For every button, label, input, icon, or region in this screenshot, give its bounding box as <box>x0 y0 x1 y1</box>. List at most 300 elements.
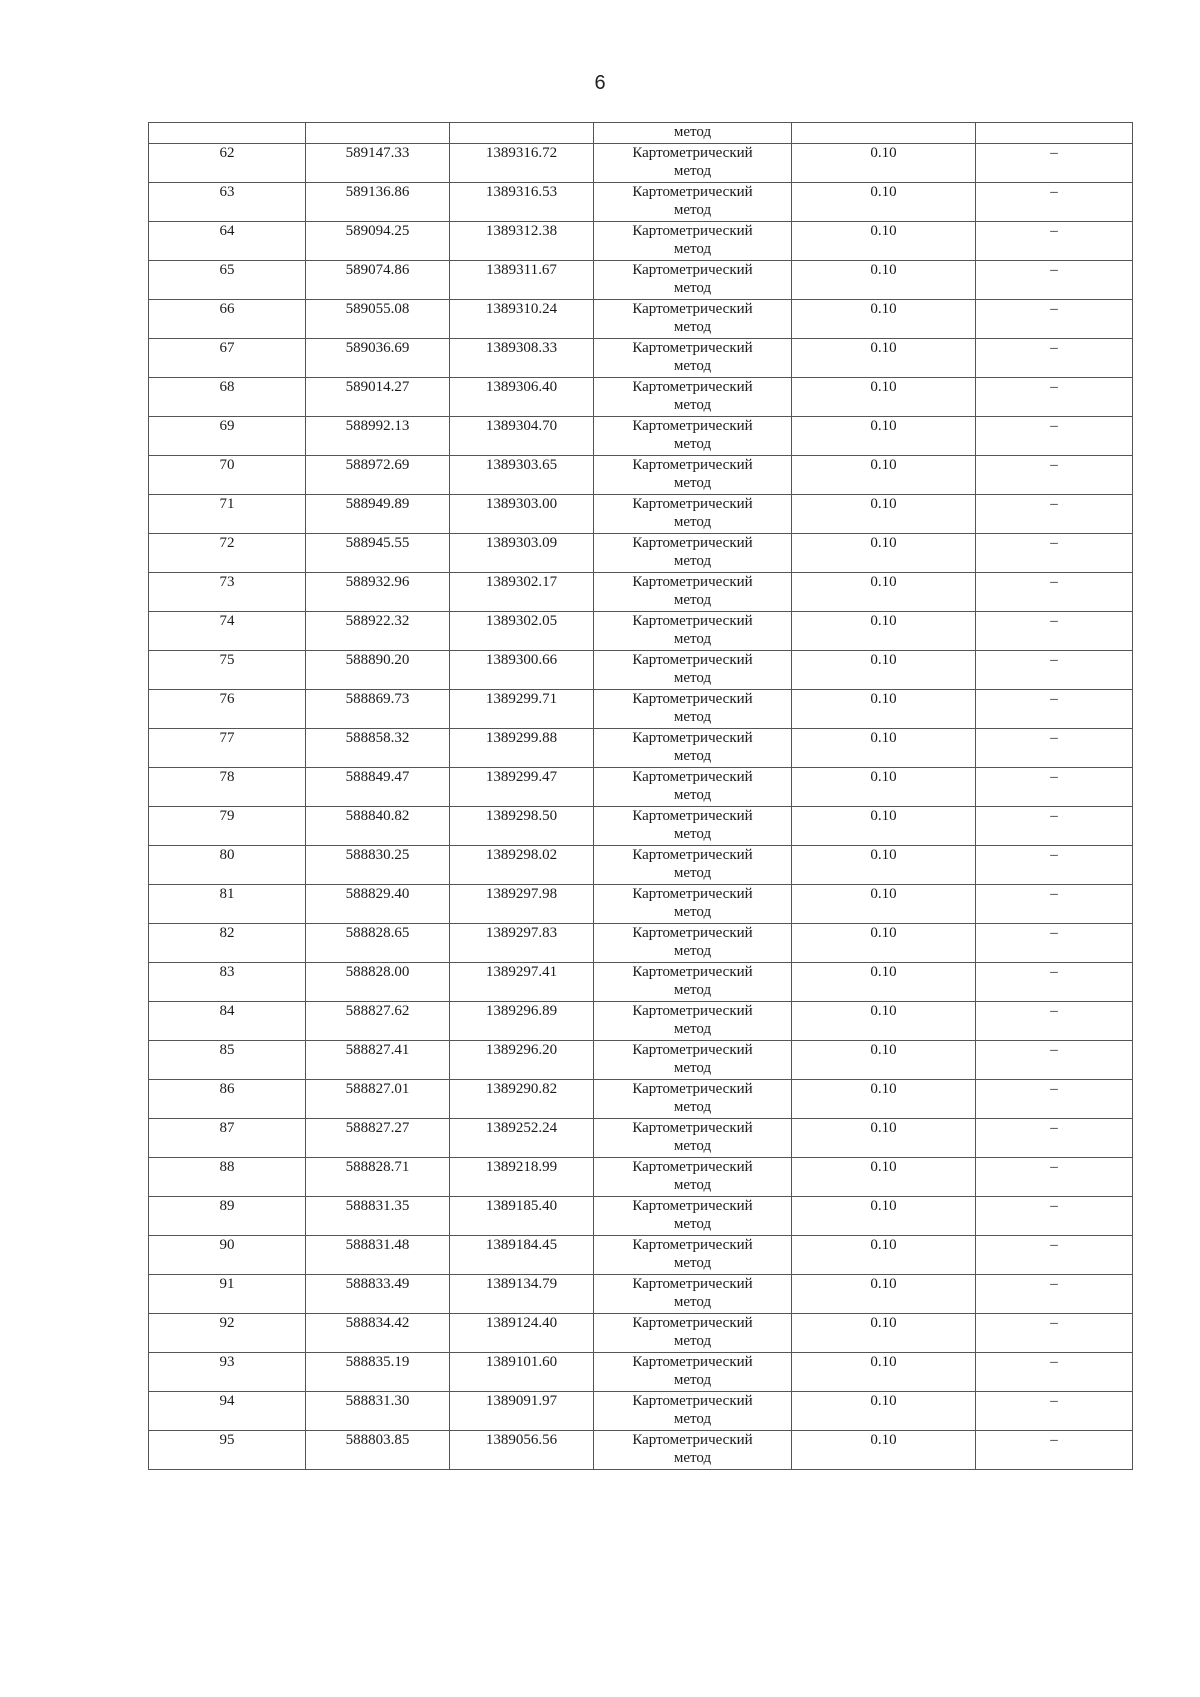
cell-x: 589136.86 <box>306 183 450 222</box>
cell-number: 71 <box>149 495 306 534</box>
cell-y: 1389124.40 <box>450 1314 594 1353</box>
cell-accuracy: 0.10 <box>792 456 976 495</box>
cell-x: 589036.69 <box>306 339 450 378</box>
method-line-1: Картометрический <box>632 1081 753 1097</box>
table-row <box>149 456 1133 495</box>
cell-description: – <box>976 300 1133 339</box>
cell-accuracy: 0.10 <box>792 339 976 378</box>
cell-description: – <box>976 1119 1133 1158</box>
cell-accuracy: 0.10 <box>792 222 976 261</box>
cell-accuracy: 0.10 <box>792 846 976 885</box>
cell-x: 588849.47 <box>306 768 450 807</box>
table-row <box>149 378 1133 417</box>
method-line-1: Картометрический <box>632 652 753 668</box>
cell-accuracy: 0.10 <box>792 183 976 222</box>
table-row <box>149 1158 1133 1197</box>
method-line-1: Картометрический <box>632 418 753 434</box>
cell-accuracy: 0.10 <box>792 261 976 300</box>
method-line-1: Картометрический <box>632 964 753 980</box>
table-row <box>149 1275 1133 1314</box>
table-row <box>149 690 1133 729</box>
method-line-2: метод <box>673 943 712 959</box>
cell-method <box>594 261 792 300</box>
method-line-2: метод <box>673 1021 712 1037</box>
cell-y: 1389297.41 <box>450 963 594 1002</box>
cell-accuracy: 0.10 <box>792 612 976 651</box>
cell-description: – <box>976 1275 1133 1314</box>
cell-accuracy: 0.10 <box>792 924 976 963</box>
cell-number: 75 <box>149 651 306 690</box>
cell-number: 95 <box>149 1431 306 1470</box>
cell-x: 589147.33 <box>306 144 450 183</box>
cell-accuracy: 0.10 <box>792 1353 976 1392</box>
cell-x: 588834.42 <box>306 1314 450 1353</box>
method-line-2: метод <box>673 709 712 725</box>
method-line-2: метод <box>673 1060 712 1076</box>
method-line-1: Картометрический <box>632 1354 753 1370</box>
cell-accuracy: 0.10 <box>792 495 976 534</box>
cell-number: 77 <box>149 729 306 768</box>
method-line-2: метод <box>673 475 712 491</box>
cell-accuracy: 0.10 <box>792 378 976 417</box>
cell-x: 588949.89 <box>306 495 450 534</box>
table-row <box>149 1236 1133 1275</box>
method-line-2: метод <box>673 1411 712 1427</box>
method-line-1: Картометрический <box>632 886 753 902</box>
cell-number <box>149 123 306 144</box>
cell-number: 67 <box>149 339 306 378</box>
table-row <box>149 651 1133 690</box>
method-line-2: метод <box>673 748 712 764</box>
cell-description: – <box>976 807 1133 846</box>
cell-x: 588833.49 <box>306 1275 450 1314</box>
cell-description: – <box>976 1236 1133 1275</box>
cell-number: 66 <box>149 300 306 339</box>
cell-number: 85 <box>149 1041 306 1080</box>
cell-x: 588835.19 <box>306 1353 450 1392</box>
cell-y: 1389184.45 <box>450 1236 594 1275</box>
cell-accuracy: 0.10 <box>792 807 976 846</box>
method-line-1: Картометрический <box>632 691 753 707</box>
method-line-1: Картометрический <box>632 1120 753 1136</box>
method-line-1: Картометрический <box>632 1198 753 1214</box>
cell-x: 588831.30 <box>306 1392 450 1431</box>
method-line-1: Картометрический <box>632 847 753 863</box>
cell-x: 588828.71 <box>306 1158 450 1197</box>
cell-description: – <box>976 1002 1133 1041</box>
cell-method <box>594 1002 792 1041</box>
cell-x: 589074.86 <box>306 261 450 300</box>
cell-method <box>594 651 792 690</box>
cell-method <box>594 1275 792 1314</box>
table-row <box>149 1197 1133 1236</box>
cell-description: – <box>976 183 1133 222</box>
table-row <box>149 846 1133 885</box>
method-line-1: Картометрический <box>632 1315 753 1331</box>
cell-accuracy: 0.10 <box>792 573 976 612</box>
cell-description <box>976 123 1133 144</box>
cell-accuracy: 0.10 <box>792 534 976 573</box>
cell-accuracy <box>792 123 976 144</box>
method-line-2: метод <box>673 865 712 881</box>
method-line-2: метод <box>673 1099 712 1115</box>
method-line-2: метод <box>673 1333 712 1349</box>
cell-x: 588945.55 <box>306 534 450 573</box>
cell-description: – <box>976 1353 1133 1392</box>
table-row <box>149 144 1133 183</box>
table-row <box>149 573 1133 612</box>
cell-method <box>594 300 792 339</box>
method-line-2: метод <box>673 514 712 530</box>
cell-method <box>594 417 792 456</box>
cell-number: 62 <box>149 144 306 183</box>
method-line-2: метод <box>673 436 712 452</box>
cell-y: 1389308.33 <box>450 339 594 378</box>
cell-description: – <box>976 846 1133 885</box>
cell-accuracy: 0.10 <box>792 1002 976 1041</box>
method-line-1: Картометрический <box>632 1276 753 1292</box>
cell-description: – <box>976 1041 1133 1080</box>
method-line-1: Картометрический <box>632 1042 753 1058</box>
cell-method <box>594 846 792 885</box>
cell-method <box>594 924 792 963</box>
table-row <box>149 1119 1133 1158</box>
table-row <box>149 261 1133 300</box>
cell-number: 73 <box>149 573 306 612</box>
table-row <box>149 1314 1133 1353</box>
cell-method <box>594 1119 792 1158</box>
method-line-1: Картометрический <box>632 613 753 629</box>
method-line-2: метод <box>673 1216 712 1232</box>
cell-accuracy: 0.10 <box>792 1158 976 1197</box>
cell-description: – <box>976 495 1133 534</box>
method-line-2: метод <box>673 904 712 920</box>
cell-description: – <box>976 612 1133 651</box>
table-row <box>149 495 1133 534</box>
method-line-1: Картометрический <box>632 535 753 551</box>
cell-description: – <box>976 417 1133 456</box>
cell-x: 588827.01 <box>306 1080 450 1119</box>
cell-number: 84 <box>149 1002 306 1041</box>
cell-description: – <box>976 1197 1133 1236</box>
cell-y: 1389297.83 <box>450 924 594 963</box>
cell-x: 588869.73 <box>306 690 450 729</box>
cell-method <box>594 573 792 612</box>
cell-y: 1389304.70 <box>450 417 594 456</box>
method-line-2: метод <box>673 202 712 218</box>
cell-accuracy: 0.10 <box>792 651 976 690</box>
cell-y: 1389303.09 <box>450 534 594 573</box>
method-line-1: Картометрический <box>632 1003 753 1019</box>
cell-y: 1389316.53 <box>450 183 594 222</box>
cell-accuracy: 0.10 <box>792 1392 976 1431</box>
method-line-2: метод <box>673 1294 712 1310</box>
table-row <box>149 1392 1133 1431</box>
table-row <box>149 612 1133 651</box>
cell-method <box>594 456 792 495</box>
table-row <box>149 339 1133 378</box>
cell-description: – <box>976 924 1133 963</box>
method-line-1: Картометрический <box>632 1159 753 1175</box>
cell-x: 588803.85 <box>306 1431 450 1470</box>
cell-x: 588831.48 <box>306 1236 450 1275</box>
cell-accuracy: 0.10 <box>792 1041 976 1080</box>
cell-accuracy: 0.10 <box>792 1275 976 1314</box>
cell-description: – <box>976 963 1133 1002</box>
cell-x: 588827.41 <box>306 1041 450 1080</box>
cell-y: 1389296.89 <box>450 1002 594 1041</box>
cell-description: – <box>976 1431 1133 1470</box>
cell-x: 588932.96 <box>306 573 450 612</box>
cell-description: – <box>976 1080 1133 1119</box>
cell-method <box>594 885 792 924</box>
cell-description: – <box>976 1392 1133 1431</box>
cell-method <box>594 1080 792 1119</box>
method-line-2: метод <box>673 1138 712 1154</box>
cell-method <box>594 1197 792 1236</box>
method-line-1: Картометрический <box>632 457 753 473</box>
cell-x: 589055.08 <box>306 300 450 339</box>
cell-y: 1389312.38 <box>450 222 594 261</box>
cell-y: 1389311.67 <box>450 261 594 300</box>
cell-y: 1389316.72 <box>450 144 594 183</box>
cell-y: 1389300.66 <box>450 651 594 690</box>
table-row <box>149 300 1133 339</box>
cell-x: 589094.25 <box>306 222 450 261</box>
page-number: 6 <box>594 72 606 94</box>
cell-number: 83 <box>149 963 306 1002</box>
method-line-1: Картометрический <box>632 223 753 239</box>
method-line-2: метод <box>673 241 712 257</box>
cell-method <box>594 612 792 651</box>
cell-x: 588830.25 <box>306 846 450 885</box>
method-line-1: Картометрический <box>632 145 753 161</box>
cell-description: – <box>976 768 1133 807</box>
method-line-2: метод <box>673 397 712 413</box>
coordinates-table <box>148 122 1133 1470</box>
cell-description: – <box>976 651 1133 690</box>
table-row <box>149 729 1133 768</box>
cell-method <box>594 1431 792 1470</box>
method-line-2: метод <box>673 1255 712 1271</box>
cell-number: 93 <box>149 1353 306 1392</box>
method-line-2: метод <box>673 631 712 647</box>
method-line-1: Картометрический <box>632 340 753 356</box>
cell-x <box>306 123 450 144</box>
cell-method <box>594 1236 792 1275</box>
method-line-2: метод <box>673 358 712 374</box>
cell-x: 588831.35 <box>306 1197 450 1236</box>
table-row-continued <box>149 123 1133 144</box>
cell-x: 588972.69 <box>306 456 450 495</box>
method-line-1: Картометрический <box>632 496 753 512</box>
cell-method: метод <box>594 123 792 144</box>
cell-y <box>450 123 594 144</box>
cell-y: 1389302.05 <box>450 612 594 651</box>
cell-method <box>594 768 792 807</box>
table-row <box>149 807 1133 846</box>
cell-number: 92 <box>149 1314 306 1353</box>
cell-description: – <box>976 729 1133 768</box>
cell-y: 1389252.24 <box>450 1119 594 1158</box>
cell-y: 1389185.40 <box>450 1197 594 1236</box>
table-row <box>149 768 1133 807</box>
cell-number: 79 <box>149 807 306 846</box>
cell-method <box>594 690 792 729</box>
cell-accuracy: 0.10 <box>792 300 976 339</box>
method-line-1: Картометрический <box>632 769 753 785</box>
method-line-2: метод <box>673 826 712 842</box>
method-line-1: Картометрический <box>632 301 753 317</box>
cell-description: – <box>976 534 1133 573</box>
method-line-2: метод <box>673 787 712 803</box>
cell-accuracy: 0.10 <box>792 690 976 729</box>
table-row <box>149 534 1133 573</box>
cell-description: – <box>976 144 1133 183</box>
cell-method <box>594 183 792 222</box>
method-line-2: метод <box>673 670 712 686</box>
table-row <box>149 417 1133 456</box>
cell-y: 1389296.20 <box>450 1041 594 1080</box>
method-line-1: Картометрический <box>632 925 753 941</box>
cell-y: 1389310.24 <box>450 300 594 339</box>
cell-accuracy: 0.10 <box>792 729 976 768</box>
cell-x: 589014.27 <box>306 378 450 417</box>
method-line-2: метод <box>673 1450 712 1466</box>
cell-x: 588840.82 <box>306 807 450 846</box>
cell-accuracy: 0.10 <box>792 768 976 807</box>
table-row <box>149 1080 1133 1119</box>
cell-method <box>594 222 792 261</box>
cell-number: 65 <box>149 261 306 300</box>
cell-x: 588858.32 <box>306 729 450 768</box>
cell-method <box>594 495 792 534</box>
cell-x: 588828.65 <box>306 924 450 963</box>
cell-number: 89 <box>149 1197 306 1236</box>
cell-method <box>594 1041 792 1080</box>
cell-method <box>594 339 792 378</box>
cell-number: 72 <box>149 534 306 573</box>
cell-accuracy: 0.10 <box>792 1314 976 1353</box>
cell-number: 74 <box>149 612 306 651</box>
cell-description: – <box>976 690 1133 729</box>
cell-y: 1389298.50 <box>450 807 594 846</box>
cell-number: 70 <box>149 456 306 495</box>
table-row <box>149 1353 1133 1392</box>
cell-method <box>594 378 792 417</box>
table-row <box>149 1041 1133 1080</box>
cell-y: 1389290.82 <box>450 1080 594 1119</box>
cell-accuracy: 0.10 <box>792 1080 976 1119</box>
method-line-1: Картометрический <box>632 184 753 200</box>
method-line-1: Картометрический <box>632 1432 753 1448</box>
cell-description: – <box>976 339 1133 378</box>
cell-number: 90 <box>149 1236 306 1275</box>
cell-number: 86 <box>149 1080 306 1119</box>
method-line-2: метод <box>673 280 712 296</box>
cell-accuracy: 0.10 <box>792 144 976 183</box>
table-row <box>149 924 1133 963</box>
table-row <box>149 1002 1133 1041</box>
cell-x: 588890.20 <box>306 651 450 690</box>
cell-x: 588827.62 <box>306 1002 450 1041</box>
method-line-1: Картометрический <box>632 1393 753 1409</box>
cell-y: 1389297.98 <box>450 885 594 924</box>
cell-y: 1389303.65 <box>450 456 594 495</box>
cell-y: 1389302.17 <box>450 573 594 612</box>
cell-number: 80 <box>149 846 306 885</box>
method-line-2: метод <box>673 1177 712 1193</box>
table-row <box>149 1431 1133 1470</box>
cell-method <box>594 1158 792 1197</box>
cell-number: 82 <box>149 924 306 963</box>
method-line-2: метод <box>673 1372 712 1388</box>
cell-y: 1389101.60 <box>450 1353 594 1392</box>
cell-method <box>594 729 792 768</box>
method-line-1: Картометрический <box>632 730 753 746</box>
cell-number: 94 <box>149 1392 306 1431</box>
cell-number: 69 <box>149 417 306 456</box>
cell-description: – <box>976 378 1133 417</box>
cell-number: 64 <box>149 222 306 261</box>
method-line-2: метод <box>673 982 712 998</box>
cell-description: – <box>976 1314 1133 1353</box>
method-line-1: Картометрический <box>632 262 753 278</box>
method-line-1: Картометрический <box>632 808 753 824</box>
cell-description: – <box>976 222 1133 261</box>
method-line-1: Картометрический <box>632 1237 753 1253</box>
cell-number: 87 <box>149 1119 306 1158</box>
cell-number: 68 <box>149 378 306 417</box>
cell-accuracy: 0.10 <box>792 1236 976 1275</box>
cell-number: 76 <box>149 690 306 729</box>
cell-method <box>594 1353 792 1392</box>
cell-y: 1389218.99 <box>450 1158 594 1197</box>
cell-y: 1389299.71 <box>450 690 594 729</box>
coordinates-table-body <box>149 123 1133 1470</box>
cell-y: 1389306.40 <box>450 378 594 417</box>
cell-description: – <box>976 885 1133 924</box>
cell-method <box>594 1392 792 1431</box>
cell-accuracy: 0.10 <box>792 1197 976 1236</box>
method-line-2: метод <box>673 163 712 179</box>
cell-method <box>594 144 792 183</box>
cell-y: 1389299.47 <box>450 768 594 807</box>
cell-description: – <box>976 573 1133 612</box>
cell-method <box>594 963 792 1002</box>
cell-method <box>594 534 792 573</box>
cell-accuracy: 0.10 <box>792 885 976 924</box>
cell-method <box>594 807 792 846</box>
cell-y: 1389299.88 <box>450 729 594 768</box>
method-line-2: метод <box>673 553 712 569</box>
table-row <box>149 885 1133 924</box>
cell-number: 91 <box>149 1275 306 1314</box>
cell-method <box>594 1314 792 1353</box>
cell-description: – <box>976 261 1133 300</box>
cell-y: 1389298.02 <box>450 846 594 885</box>
cell-accuracy: 0.10 <box>792 1119 976 1158</box>
cell-number: 78 <box>149 768 306 807</box>
cell-x: 588829.40 <box>306 885 450 924</box>
table-row <box>149 963 1133 1002</box>
cell-x: 588828.00 <box>306 963 450 1002</box>
cell-description: – <box>976 456 1133 495</box>
cell-description: – <box>976 1158 1133 1197</box>
cell-x: 588827.27 <box>306 1119 450 1158</box>
cell-number: 88 <box>149 1158 306 1197</box>
cell-accuracy: 0.10 <box>792 1431 976 1470</box>
